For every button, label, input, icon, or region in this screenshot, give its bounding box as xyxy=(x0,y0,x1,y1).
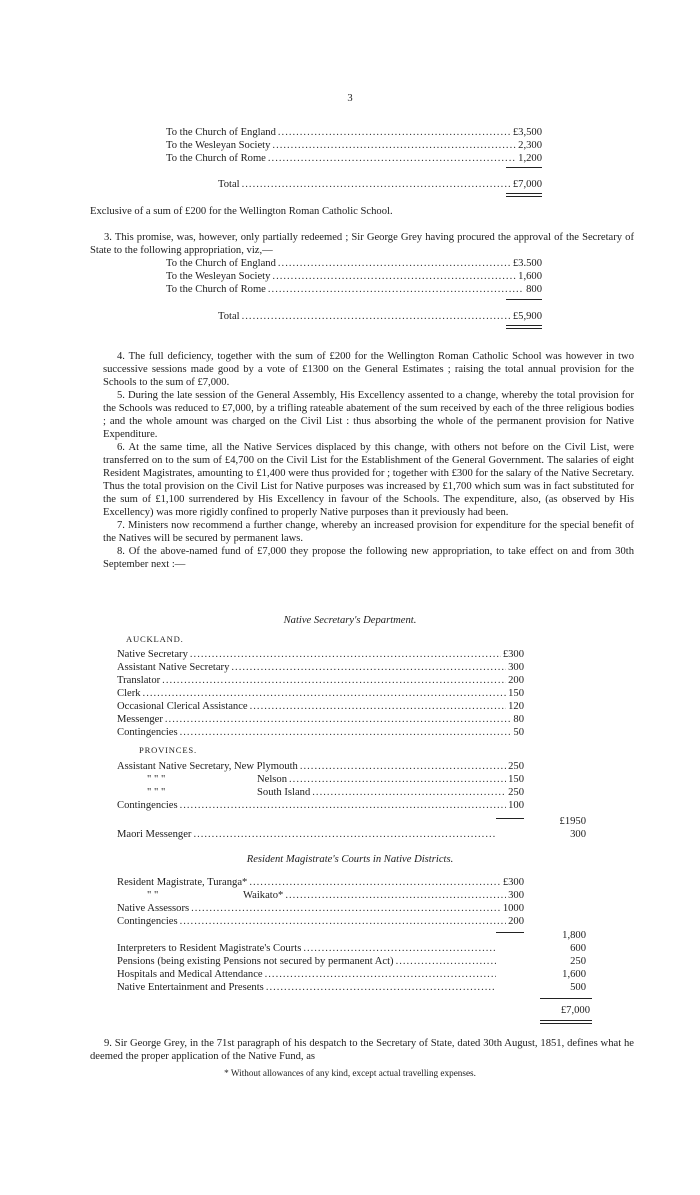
section-heading: AUCKLAND. xyxy=(126,634,184,644)
table-row: Hospitals and Medical Attendance ..... xyxy=(117,968,498,981)
paragraph-4: 4. The full deficiency, together with the sum of £200 for the Wellington Roman Catholic School was however in two successive sessions made good by a vote of £1300 on the General Estimates ; raising the total annual provision for the Schools to the sum of £7,000. xyxy=(103,351,634,388)
divider xyxy=(506,299,542,300)
paragraph-8: 8. Of the above-named fund of £7,000 they propose the following new appropriation, to take effect on and from 30th September next :— xyxy=(103,546,634,570)
footnote: * Without allowances of any kind, except actual travelling expenses. xyxy=(224,1068,476,1078)
table-row: Translator ..... 200 xyxy=(117,674,524,687)
section-heading: PROVINCES. xyxy=(139,745,197,755)
divider xyxy=(496,932,524,933)
amount: 1,600 xyxy=(562,969,586,980)
subtotal: £1950 xyxy=(559,816,586,827)
table-row: Pensions (being existing Pensions not secured by permanent Act) ..... xyxy=(117,955,498,968)
paragraph-6: 6. At the same time, all the Native Services displaced by this change, with others not before on the Civil List, were transferred on to the sum of £4,700 on the Civil List for the Establishment of the General Government. The salaries of eight Resident Magistrates, amounting to £1,400 were thus provided for ; together with £300 for the salary of the Native Secretary. Thus the total provision on the Civil List for Native purposes was increased by £1,700 which sum was in fact substituted for the sum of £1,100 surrendered by His Excellency in favour of the Schools. The expenditure, also, (as observed by His Excellency) was more rigidly confined to properly Native purposes than it previously had been. xyxy=(103,442,634,518)
total-row: Total ..... £5,900 xyxy=(218,310,542,323)
table-row: To the Church of England ..... £3.500 xyxy=(166,257,542,270)
section-title: Native Secretary's Department. xyxy=(283,615,417,626)
divider xyxy=(506,167,542,168)
table-row: " " " South Island ..... 250 xyxy=(117,786,524,799)
body-paragraphs xyxy=(103,350,634,571)
table-row: To the Church of Rome ..... 1,200 xyxy=(166,152,542,165)
table-row: Native Entertainment and Presents ..... xyxy=(117,981,498,994)
divider xyxy=(540,998,592,999)
divider xyxy=(496,818,524,819)
table-row: Maori Messenger ..... xyxy=(117,828,498,841)
paragraph-3: 3. This promise, was, however, only partially redeemed ; Sir George Grey having procured the approval of the Secretary of State to the following appropriation, viz,— xyxy=(90,232,634,256)
table-row: To the Wesleyan Society ..... 2,300 xyxy=(166,139,542,152)
page-number: 3 xyxy=(347,93,353,104)
subtotal: 1,800 xyxy=(562,930,586,941)
amount: 600 xyxy=(570,943,586,954)
table-row: To the Wesleyan Society ..... 1,600 xyxy=(166,270,542,283)
table-row: Assistant Native Secretary, New Plymouth ..... 250 xyxy=(117,760,524,773)
grand-total: £7,000 xyxy=(560,1005,590,1016)
table-row: To the Church of England ..... £3,500 xyxy=(166,126,542,139)
table-row: Messenger ..... 80 xyxy=(117,713,524,726)
table-row: Occasional Clerical Assistance ..... 120 xyxy=(117,700,524,713)
exclusive-note: Exclusive of a sum of £200 for the Wellington Roman Catholic School. xyxy=(90,206,393,217)
table-row: Contingencies ..... 200 xyxy=(117,915,524,928)
paragraph-5: 5. During the late session of the General Assembly, His Excellency assented to a change, whereby the total provision for the Schools was reduced to £7,000, by a trifling rateable abatement of the sum received by each of the three religious bodies ; and the whole amount was charged on the Civil List : thus absorbing the whole of the permanent provision for Native Expenditure. xyxy=(103,390,634,440)
table-row: Interpreters to Resident Magistrate's Courts ..... xyxy=(117,942,498,955)
divider xyxy=(506,325,542,329)
section-title: Resident Magistrate's Courts in Native Districts. xyxy=(246,854,454,865)
amount: 300 xyxy=(570,829,586,840)
divider xyxy=(506,193,542,197)
table-row: " " Waikato* ..... 300 xyxy=(117,889,524,902)
table-row: Clerk ..... 150 xyxy=(117,687,524,700)
table-row: Contingencies ..... 100 xyxy=(117,799,524,812)
table-row: Resident Magistrate, Turanga* ..... £300 xyxy=(117,876,524,889)
table-row: Contingencies ..... 50 xyxy=(117,726,524,739)
table-row: Assistant Native Secretary ..... 300 xyxy=(117,661,524,674)
table-row: Native Secretary ..... £300 xyxy=(117,648,524,661)
divider xyxy=(540,1020,592,1024)
amount: 250 xyxy=(570,956,586,967)
paragraph-7: 7. Ministers now recommend a further change, whereby an increased provision for expenditure for the special benefit of the Natives will be secured by permanent laws. xyxy=(103,520,634,544)
table-row: To the Church of Rome ..... 800 xyxy=(166,283,542,296)
total-row: Total ..... £7,000 xyxy=(218,178,542,191)
table-row: " " " Nelson ..... 150 xyxy=(117,773,524,786)
paragraph-9: 9. Sir George Grey, in the 71st paragraph of his despatch to the Secretary of State, dated 30th August, 1851, defines what he deemed the proper application of the Native Fund, as xyxy=(90,1038,634,1062)
amount: 500 xyxy=(570,982,586,993)
table-row: Native Assessors ..... 1000 xyxy=(117,902,524,915)
